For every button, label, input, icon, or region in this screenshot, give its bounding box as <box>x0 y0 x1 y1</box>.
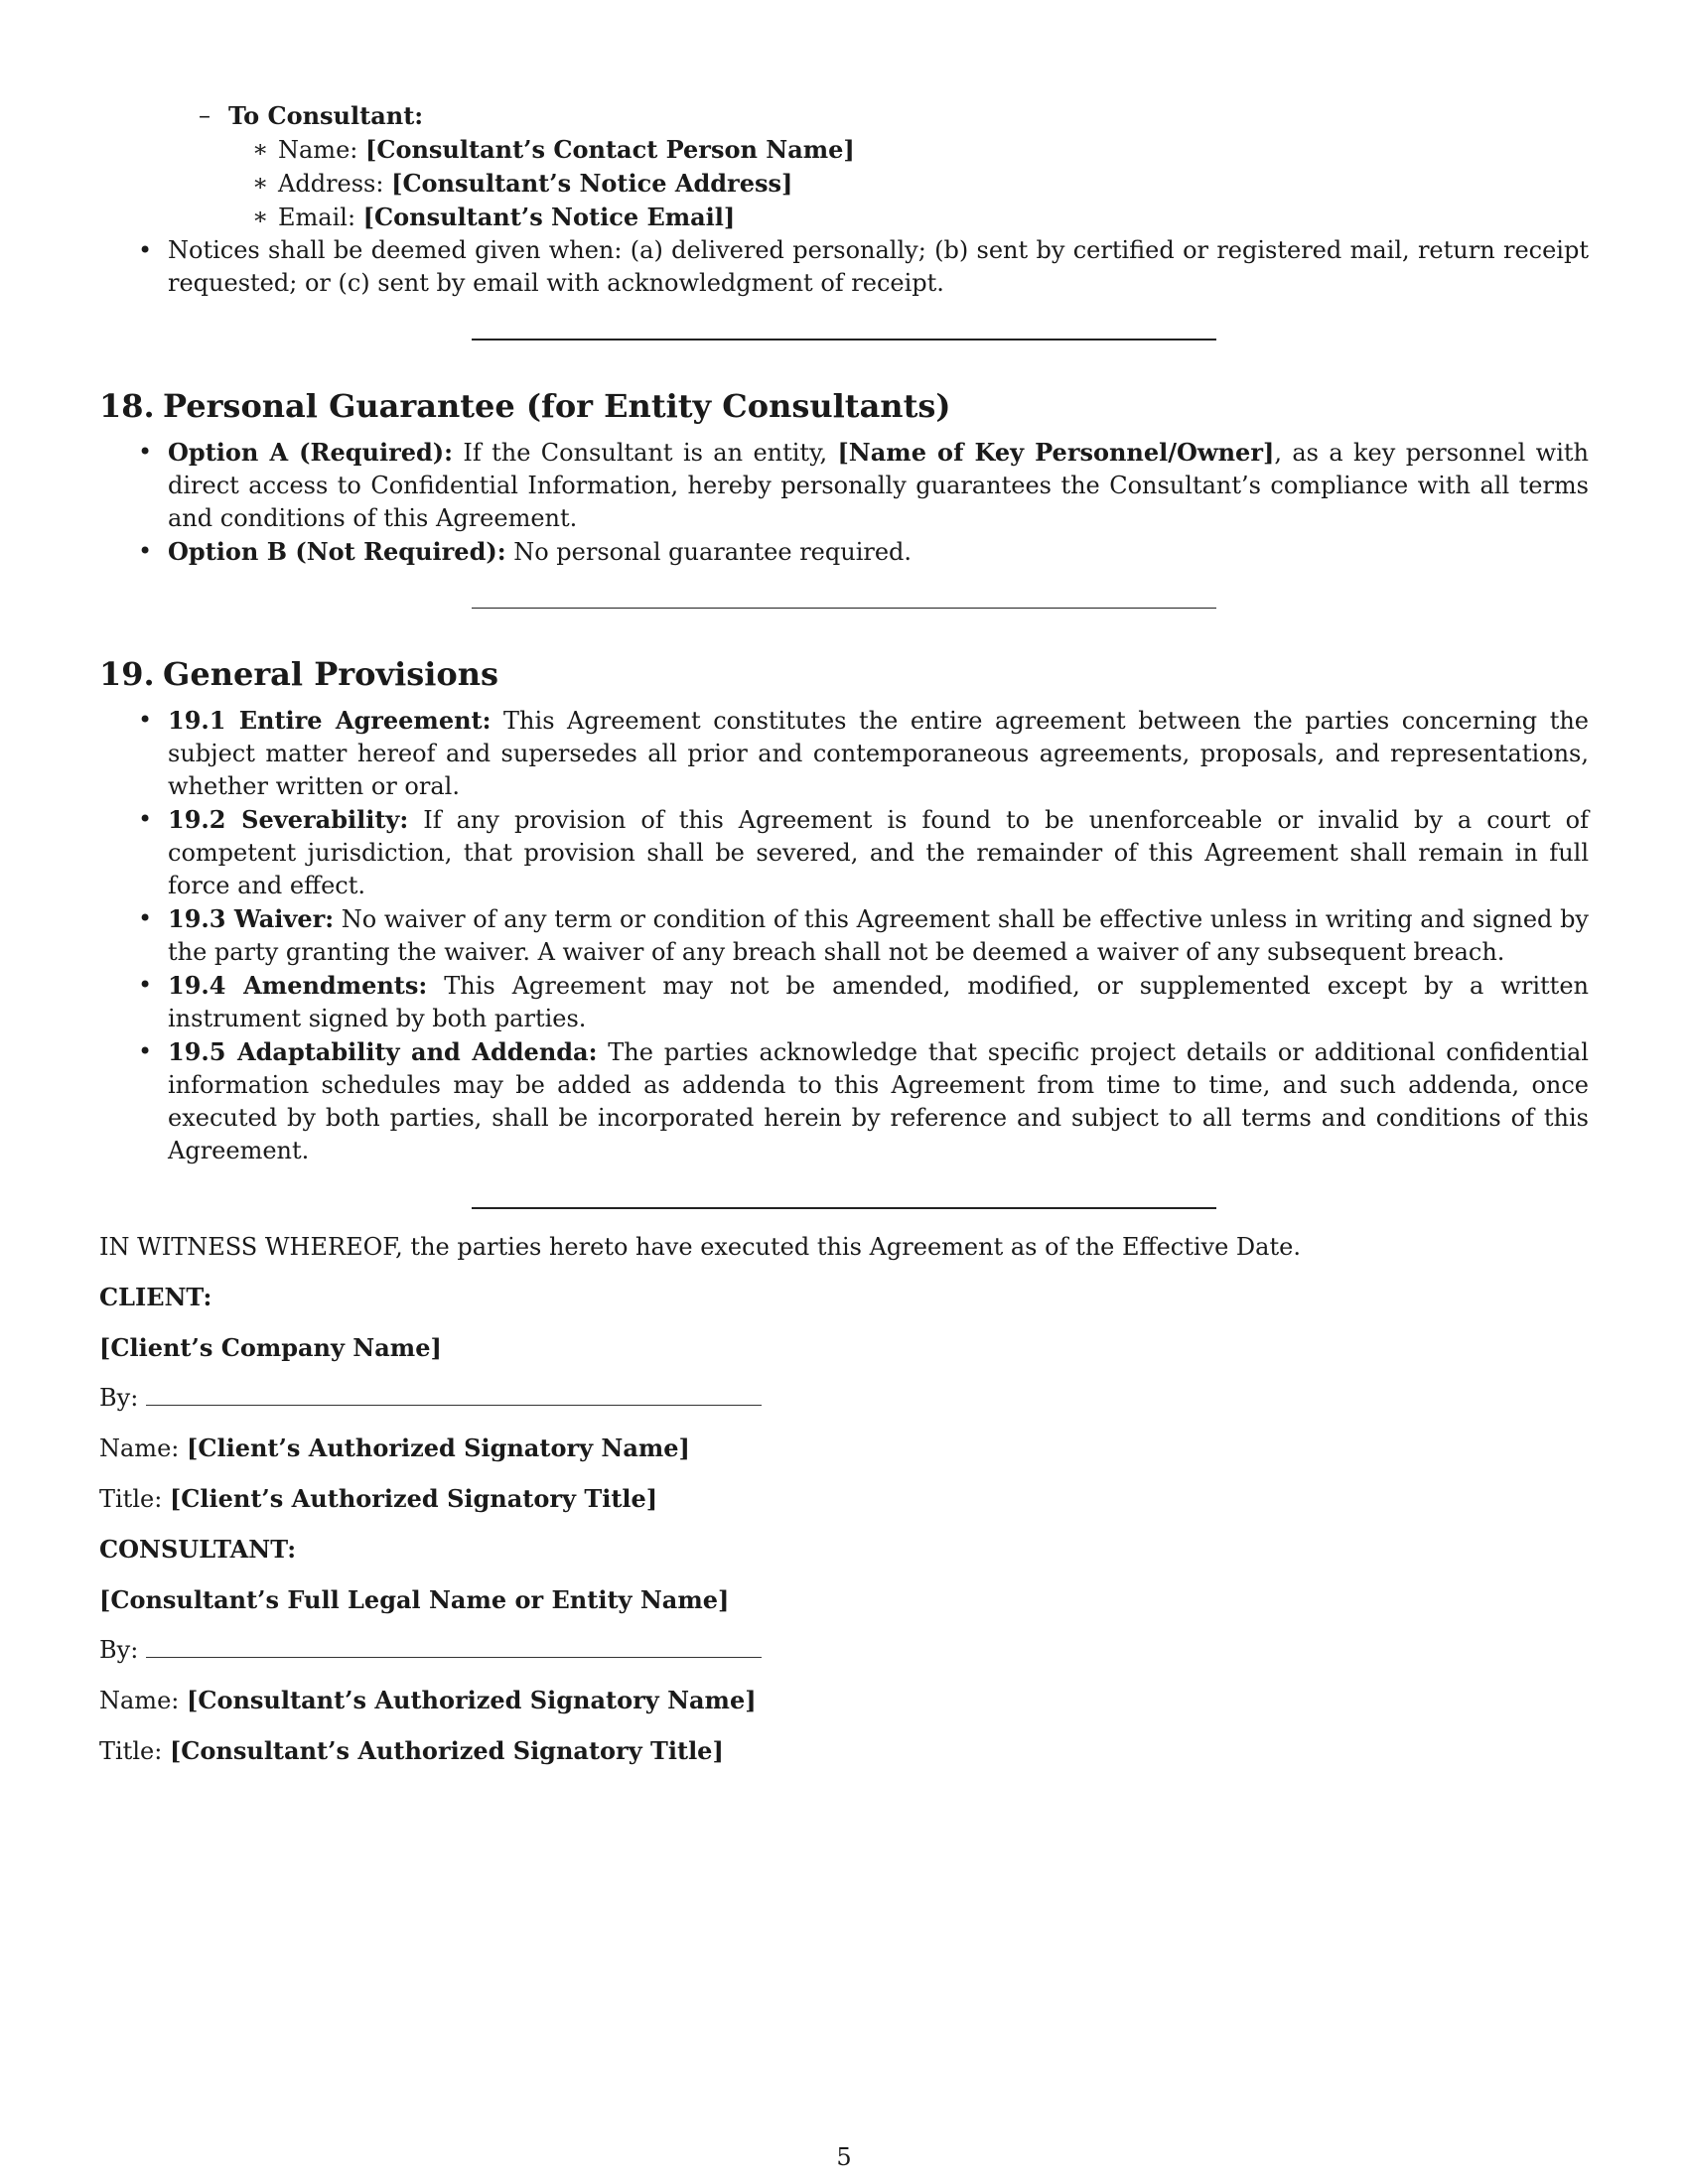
provision-item: • 19.2 Severability: If any provision of this Agreement is found to be unenforceable or invalid by a court of competent jurisdiction, that provision shall be severed, and the remainder of this Agreement shall remain in full force and effect. <box>99 803 1589 902</box>
consultant-signature-line <box>146 1637 762 1658</box>
notice-address-line: ∗ Address: [Consultant’s Notice Address] <box>252 169 793 198</box>
signature-block <box>99 1231 1589 1768</box>
provision-item: • 19.4 Amendments: This Agreement may not be amended, modified, or supplemented except by a written instrument signed by both parties. <box>99 969 1589 1035</box>
section-divider <box>472 608 1216 609</box>
notice-deemed-list <box>99 234 1589 300</box>
to-consultant-heading: – To Consultant: <box>199 101 424 130</box>
notice-name-value: [Consultant’s Contact Person Name] <box>365 135 855 164</box>
section-19-heading: 19. General Provisions <box>99 655 499 693</box>
consultant-title-line: Title: [Consultant’s Authorized Signatory Title] <box>99 1736 724 1765</box>
client-name-line: Name: [Client’s Authorized Signatory Name] <box>99 1433 690 1462</box>
notice-email-value: [Consultant’s Notice Email] <box>362 203 736 231</box>
section-18-heading: 18. Personal Guarantee (for Entity Consultants) <box>99 387 951 425</box>
client-by-line: By: <box>99 1382 1589 1415</box>
provision-item: • 19.3 Waiver: No waiver of any term or condition of this Agreement shall be effective unless in writing and signed by the party granting the waiver. A waiver of any breach shall not be deemed a waiver of any subsequent breach. <box>99 902 1589 969</box>
provision-item: • 19.5 Adaptability and Addenda: The parties acknowledge that specific project details or additional confidential information schedules may be added as addenda to this Agreement from time to time, and such addenda, once executed by both parties, shall be incorporated herein by reference and subject to all terms and conditions of this Agreement. <box>99 1035 1589 1167</box>
witness-statement: IN WITNESS WHEREOF, the parties hereto have executed this Agreement as of the Effective Date. <box>99 1233 1301 1261</box>
option-a-item: • Option A (Required): If the Consultant is an entity, [Name of Key Personnel/Owner], as a key personnel with direct access to Confidential Information, hereby personally guarantees the Consultant’s compliance with all terms and conditions of this Agreement. <box>99 436 1589 535</box>
notice-name-line: ∗ Name: [Consultant’s Contact Person Name] <box>252 135 855 164</box>
consultant-by-line: By: <box>99 1634 1589 1667</box>
option-b-item: • Option B (Not Required): No personal guarantee required. <box>99 535 1589 569</box>
consultant-company: [Consultant’s Full Legal Name or Entity Name] <box>99 1585 730 1614</box>
client-signature-line <box>146 1385 762 1406</box>
section-19-list <box>99 704 1589 1167</box>
client-title-line: Title: [Client’s Authorized Signatory Title] <box>99 1484 658 1513</box>
notice-email-line: ∗ Email: [Consultant’s Notice Email] <box>252 203 736 231</box>
notice-address-value: [Consultant’s Notice Address] <box>391 169 793 198</box>
client-company: [Client’s Company Name] <box>99 1333 442 1362</box>
consultant-heading: CONSULTANT: <box>99 1535 297 1564</box>
notice-deemed-item: • Notices shall be deemed given when: (a) delivered personally; (b) sent by certified or registered mail, return receipt requested; or (c) sent by email with acknowledgment of receipt. <box>99 234 1589 300</box>
section-divider <box>472 1207 1216 1209</box>
page-number: 5 <box>836 2143 852 2171</box>
client-heading: CLIENT: <box>99 1283 212 1311</box>
document-page <box>99 99 1589 1785</box>
consultant-name-line: Name: [Consultant’s Authorized Signatory Name] <box>99 1686 757 1714</box>
section-divider <box>472 339 1216 341</box>
section-18-list <box>99 436 1589 569</box>
provision-item: • 19.1 Entire Agreement: This Agreement constitutes the entire agreement between the parties concerning the subject matter hereof and supersedes all prior and contemporaneous agreements, proposals, and representations, whether written or oral. <box>99 704 1589 803</box>
